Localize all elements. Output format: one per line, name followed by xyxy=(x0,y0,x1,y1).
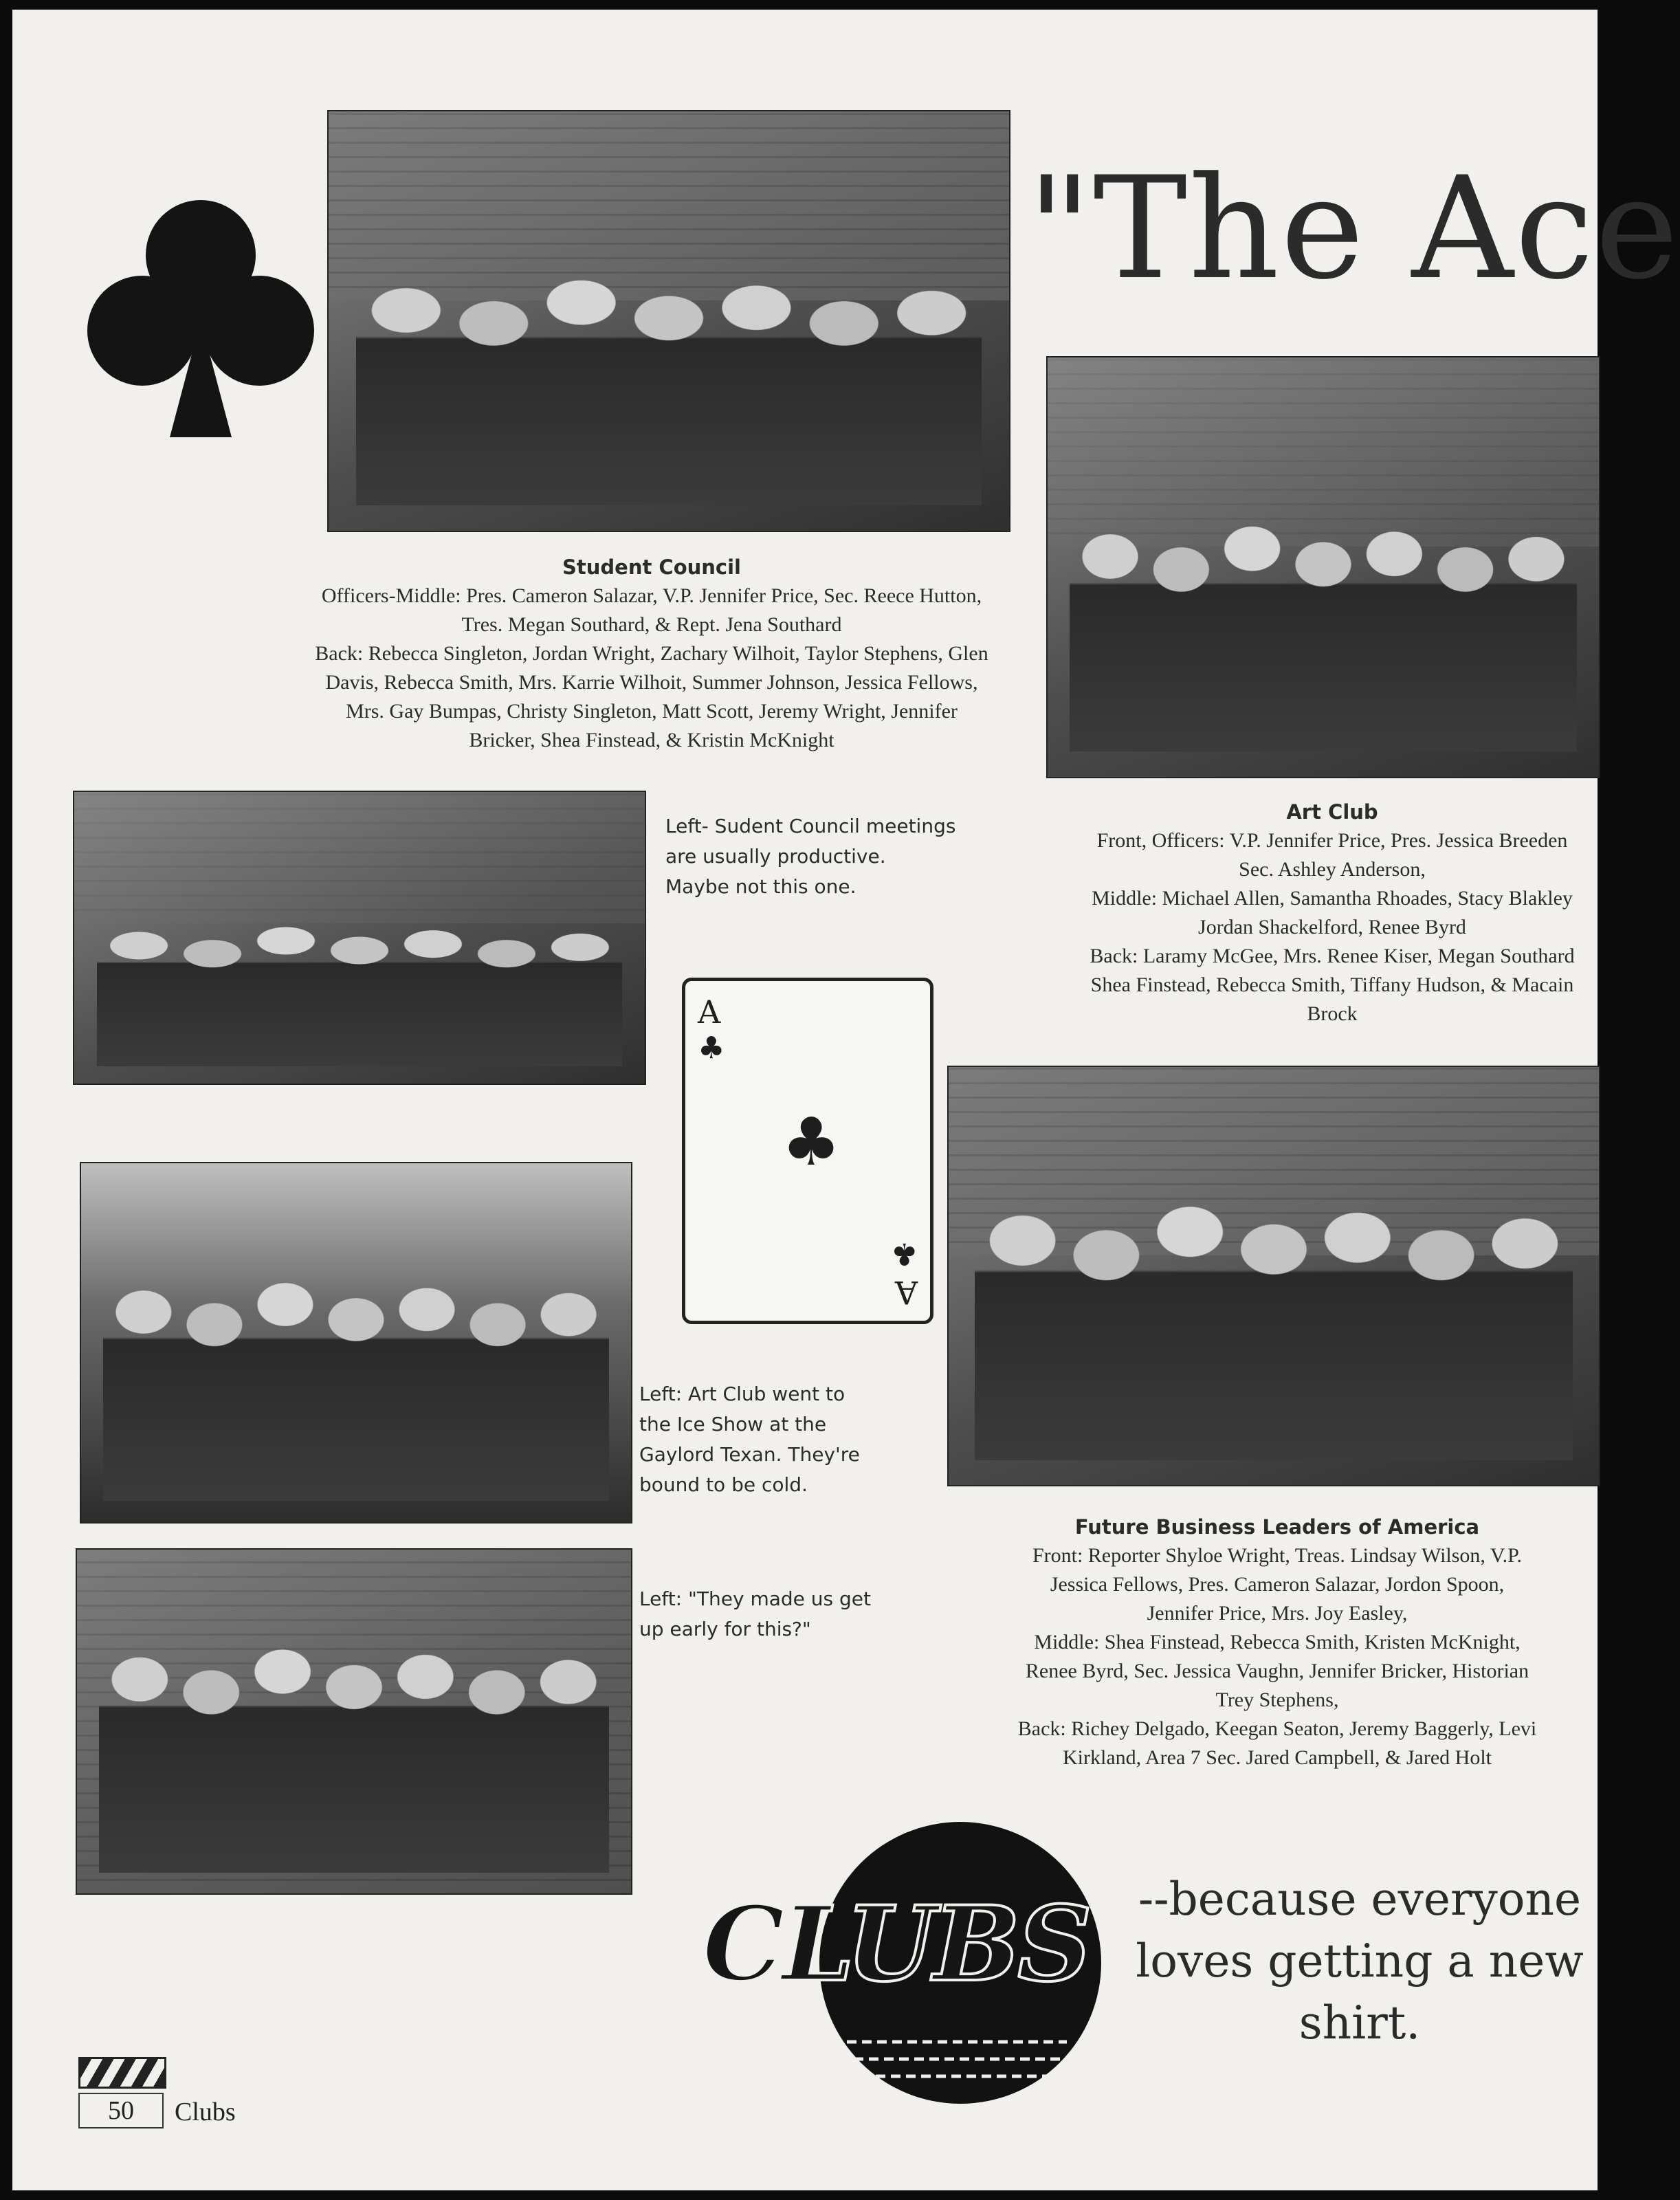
caption-line: Jordan Shackelford, Renee Byrd xyxy=(1198,916,1466,938)
art-club-heading: Art Club xyxy=(1286,800,1378,824)
zigzag-decoration xyxy=(840,2028,1074,2090)
art-club-caption xyxy=(1023,798,1642,1028)
caption-line: up early for this?" xyxy=(639,1618,811,1640)
tagline-line: shirt. xyxy=(1298,1996,1421,2049)
caption-line: Middle: Shea Finstead, Rebecca Smith, Kristen McKnight, xyxy=(1034,1631,1521,1653)
caption-line: Back: Richey Delgado, Keegan Seaton, Jeremy Baggerly, Levi xyxy=(1017,1717,1537,1740)
council-meeting-caption xyxy=(665,811,1009,902)
yearbook-page xyxy=(12,10,1680,2190)
club-suit-icon: ♣ xyxy=(698,1031,725,1066)
tagline-line: loves getting a new xyxy=(1136,1935,1584,1988)
caption-line: Jessica Fellows, Pres. Cameron Salazar, Jordon Spoon, xyxy=(1050,1573,1505,1596)
early-morning-caption xyxy=(639,1584,928,1644)
fbla-heading: Future Business Leaders of America xyxy=(1074,1515,1480,1539)
caption-line: Bricker, Shea Finstead, & Kristin McKnight xyxy=(469,729,835,751)
card-rank-bottom: A xyxy=(894,1274,918,1311)
caption-line: Davis, Rebecca Smith, Mrs. Karrie Wilhoit, Summer Johnson, Jessica Fellows, xyxy=(325,671,978,694)
logo-text: CLUBS xyxy=(703,1884,1090,2005)
page-number: 50 xyxy=(78,2093,164,2128)
caption-line: are usually productive. xyxy=(665,845,886,868)
caption-line: Left- Sudent Council meetings xyxy=(665,815,956,837)
caption-line: Shea Finstead, Rebecca Smith, Tiffany Hudson, & Macain xyxy=(1090,974,1574,996)
student-council-photo xyxy=(327,110,1010,532)
caption-line: Sec. Ashley Anderson, xyxy=(1239,858,1426,881)
early-morning-photo xyxy=(76,1548,632,1895)
caption-line: Gaylord Texan. They're xyxy=(639,1443,860,1466)
tagline xyxy=(1126,1869,1593,2054)
club-suit-icon: ♣ xyxy=(782,1103,841,1180)
caption-line: Kirkland, Area 7 Sec. Jared Campbell, & Jared Holt xyxy=(1063,1746,1492,1769)
caption-line: Left: Art Club went to xyxy=(639,1383,845,1405)
tagline-line: --because everyone xyxy=(1138,1873,1582,1926)
ace-of-clubs-card xyxy=(682,978,933,1324)
club-suit-icon xyxy=(84,190,318,444)
caption-line: Left: "They made us get xyxy=(639,1587,871,1610)
caption-line: Front: Reporter Shyloe Wright, Treas. Lindsay Wilson, V.P. xyxy=(1032,1544,1523,1567)
art-club-photo xyxy=(1046,356,1600,778)
caption-line: the Ice Show at the xyxy=(639,1413,827,1436)
caption-line: Jennifer Price, Mrs. Joy Easley, xyxy=(1147,1602,1408,1625)
student-council-heading: Student Council xyxy=(562,556,741,579)
caption-line: Tres. Megan Southard, & Rept. Jena Southard xyxy=(461,613,842,636)
caption-line: Back: Laramy McGee, Mrs. Renee Kiser, Megan Southard xyxy=(1090,945,1575,967)
caption-line: Back: Rebecca Singleton, Jordan Wright, Zachary Wilhoit, Taylor Stephens, Glen xyxy=(315,642,988,665)
clapperboard-icon xyxy=(78,2057,166,2089)
ice-show-caption xyxy=(639,1379,928,1500)
fbla-photo xyxy=(947,1066,1600,1486)
card-rank-top: A xyxy=(698,993,721,1031)
club-suit-icon: ♣ xyxy=(890,1236,918,1271)
caption-line: bound to be cold. xyxy=(639,1473,808,1496)
caption-line: Front, Officers: V.P. Jennifer Price, Pres. Jessica Breeden xyxy=(1096,829,1568,852)
ice-show-photo xyxy=(80,1162,632,1524)
caption-line: Brock xyxy=(1307,1002,1358,1025)
caption-line: Renee Byrd, Sec. Jessica Vaughn, Jennifer Bricker, Historian xyxy=(1025,1660,1529,1682)
caption-line: Trey Stephens, xyxy=(1215,1688,1339,1711)
caption-line: Middle: Michael Allen, Samantha Rhoades, Stacy Blakley xyxy=(1092,887,1573,910)
council-meeting-photo xyxy=(73,791,646,1085)
page-title: "The Ace xyxy=(1027,147,1680,311)
section-label: Clubs xyxy=(175,2098,236,2126)
caption-line: Maybe not this one. xyxy=(665,875,856,898)
fbla-caption xyxy=(947,1512,1607,1772)
clubs-logo xyxy=(703,1822,1101,2131)
student-council-caption xyxy=(239,553,1064,755)
caption-line: Mrs. Gay Bumpas, Christy Singleton, Matt Scott, Jeremy Wright, Jennifer xyxy=(346,700,958,723)
caption-line: Officers-Middle: Pres. Cameron Salazar, V.P. Jennifer Price, Sec. Reece Hutton, xyxy=(321,584,982,607)
